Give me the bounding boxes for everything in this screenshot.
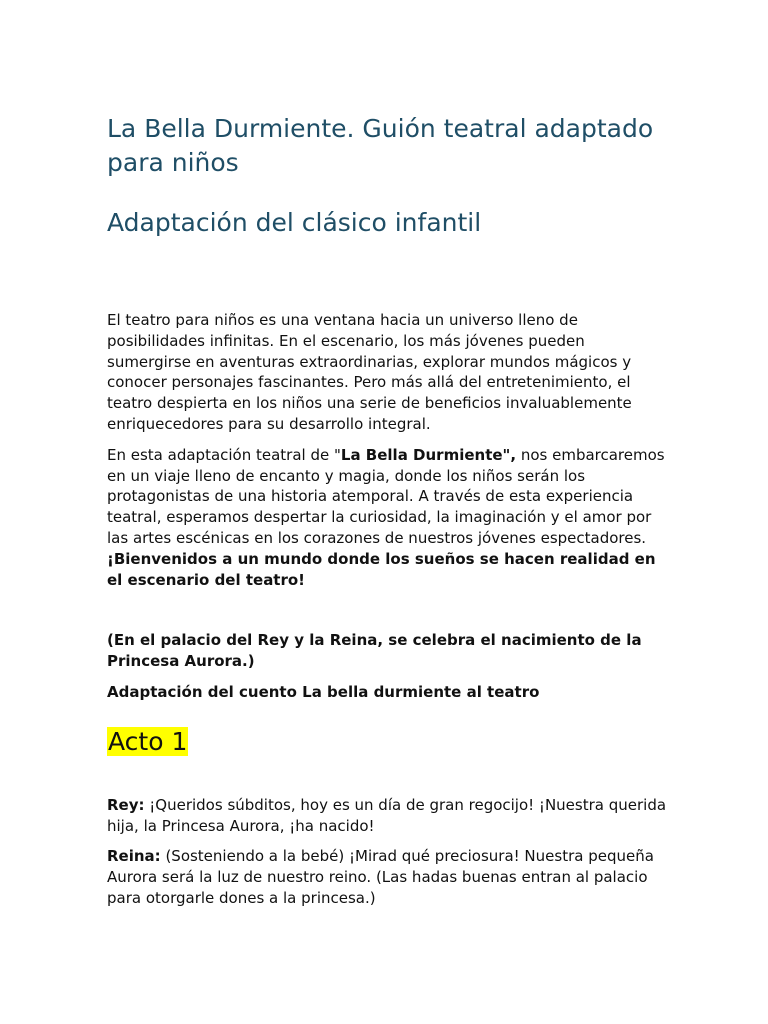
adaptation-paragraph-bold-end: ¡Bienvenidos a un mundo donde los sueños se hacen realidad en el escenario del teatro! xyxy=(107,549,656,589)
adaptation-paragraph-bold-title: La Bella Durmiente", xyxy=(340,445,517,464)
adaptation-paragraph-middle: nos embarcaremos en un viaje lleno de encanto y magia, donde los niños serán los protagonistas de una historia atemporal. A través de esta experiencia teatral, esperamos despertar la curiosidad, la imaginación y el amor por las artes escénicas en los corazones de nuestros jóvenes espectadores. xyxy=(107,445,665,547)
intro-paragraph: El teatro para niños es una ventana hacia un universo lleno de posibilidades infinitas. En el escenario, los más jóvenes pueden sumergirse en aventuras extraordinarias, explorar mundos mágicos y conocer personajes fascinantes. Pero más allá del entretenimiento, el teatro despierta en los niños una serie de beneficios invaluablemente enriquecedores para su desarrollo integral. xyxy=(107,311,632,433)
stage-direction: (En el palacio del Rey y la Reina, se celebra el nacimiento de la Princesa Aurora.) xyxy=(107,631,642,671)
document-page xyxy=(107,112,667,909)
dialogue-line xyxy=(107,846,667,908)
adaptation-paragraph-prefix: En esta adaptación teatral de " xyxy=(107,445,341,464)
act-heading xyxy=(107,725,667,759)
dialogue-text: (Sosteniendo a la bebé) ¡Mirad qué preciosura! Nuestra pequeña Aurora será la luz de nuestro reino. (Las hadas buenas entran al palacio para otorgarle dones a la princesa.) xyxy=(107,847,654,907)
dialogue-speaker: Reina: xyxy=(107,847,161,866)
document-title: La Bella Durmiente. Guión teatral adaptado para niños xyxy=(107,114,654,177)
document-subtitle: Adaptación del clásico infantil xyxy=(107,208,482,237)
dialogue-line xyxy=(107,795,667,837)
act-heading-highlight: Acto 1 xyxy=(108,726,188,756)
dialogue-text: ¡Queridos súbditos, hoy es un día de gran regocijo! ¡Nuestra querida hija, la Princesa Aurora, ¡ha nacido! xyxy=(107,795,667,835)
adaptation-paragraph xyxy=(107,445,667,591)
adaptation-heading: Adaptación del cuento La bella durmiente al teatro xyxy=(107,682,540,701)
dialogue-speaker: Rey: xyxy=(107,795,145,814)
